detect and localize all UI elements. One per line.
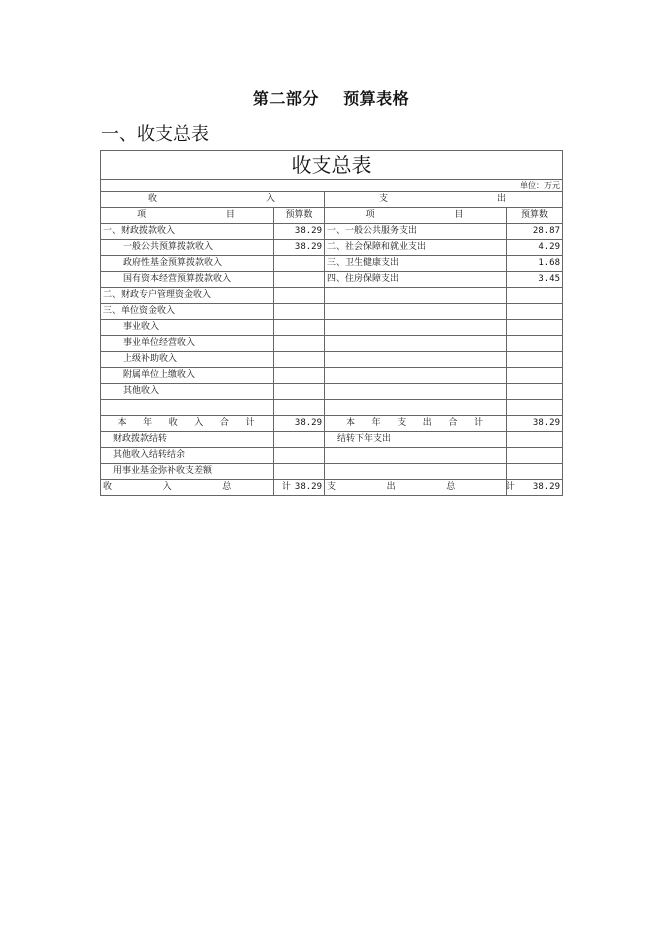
- income-item: 一般公共预算拨款收入: [101, 240, 274, 256]
- expense-value: [507, 432, 563, 448]
- expense-value: 28.87: [507, 224, 563, 240]
- expense-item: [325, 400, 507, 416]
- income-item: 国有资本经营预算拨款收入: [101, 272, 274, 288]
- income-item: 其他收入: [101, 384, 274, 400]
- table-row: [101, 448, 563, 464]
- expense-item: 四、住房保障支出: [325, 272, 507, 288]
- income-item: 其他收入结转结余: [101, 448, 274, 464]
- income-item: 上级补助收入: [101, 352, 274, 368]
- expense-item: 结转下年支出: [325, 432, 507, 448]
- expense-value: [507, 384, 563, 400]
- income-value: [274, 336, 325, 352]
- expense-item: 二、社会保障和就业支出: [325, 240, 507, 256]
- income-value: [274, 384, 325, 400]
- expense-item: [325, 368, 507, 384]
- income-item: 附属单位上缴收入: [101, 368, 274, 384]
- table-row: [101, 320, 563, 336]
- expense-value: [507, 464, 563, 480]
- expense-value: [507, 320, 563, 336]
- income-item: 一、财政拨款收入: [101, 224, 274, 240]
- income-value: [274, 304, 325, 320]
- income-item: 用事业基金弥补收支差额: [101, 464, 274, 480]
- expense-item: [325, 320, 507, 336]
- income-item: 事业单位经营收入: [101, 336, 274, 352]
- expense-item: [325, 384, 507, 400]
- table-title-row: [101, 151, 563, 180]
- year-total-row: [101, 416, 563, 432]
- expense-grand-total-label: 支 出 总 计: [325, 480, 507, 496]
- expense-value: [507, 304, 563, 320]
- table-title: 收支总表: [101, 151, 563, 180]
- part-title: 第二部分 预算表格: [252, 89, 410, 108]
- income-item: 三、单位资金收入: [101, 304, 274, 320]
- expense-value: [507, 368, 563, 384]
- table-row: [101, 464, 563, 480]
- income-year-total-label: 本 年 收 入 合 计: [101, 416, 274, 432]
- income-value: [274, 272, 325, 288]
- header-row: [101, 192, 563, 208]
- income-grand-total-value: 38.29: [274, 480, 325, 496]
- expense-item: [325, 288, 507, 304]
- expense-item: 三、卫生健康支出: [325, 256, 507, 272]
- expense-value: [507, 352, 563, 368]
- income-budget-header: 预算数: [274, 208, 325, 224]
- expense-year-total-value: 38.29: [507, 416, 563, 432]
- income-value: [274, 432, 325, 448]
- table-row: [101, 384, 563, 400]
- table-row: [101, 240, 563, 256]
- expense-item: 一、一般公共服务支出: [325, 224, 507, 240]
- income-value: [274, 448, 325, 464]
- income-item: [101, 400, 274, 416]
- income-item-header: 项 目: [101, 208, 274, 224]
- income-value: [274, 288, 325, 304]
- expense-item-header: 项 目: [325, 208, 507, 224]
- table-row: [101, 304, 563, 320]
- income-item: 财政拨款结转: [101, 432, 274, 448]
- expense-item: [325, 352, 507, 368]
- expense-value: 1.68: [507, 256, 563, 272]
- income-value: [274, 464, 325, 480]
- income-value: 38.29: [274, 240, 325, 256]
- expense-value: [507, 448, 563, 464]
- budget-summary-table: [100, 150, 563, 496]
- income-value: 38.29: [274, 224, 325, 240]
- income-value: [274, 352, 325, 368]
- table-row: [101, 432, 563, 448]
- unit-row: [101, 180, 563, 192]
- income-item: 政府性基金预算拨款收入: [101, 256, 274, 272]
- column-header-row: [101, 208, 563, 224]
- expense-budget-header: 预算数: [507, 208, 563, 224]
- table-row: [101, 256, 563, 272]
- income-year-total-value: 38.29: [274, 416, 325, 432]
- expense-item: [325, 336, 507, 352]
- table-row: [101, 352, 563, 368]
- expense-item: [325, 448, 507, 464]
- expense-value: 4.29: [507, 240, 563, 256]
- expense-value: 3.45: [507, 272, 563, 288]
- income-value: [274, 400, 325, 416]
- income-item: 事业收入: [101, 320, 274, 336]
- income-grand-total-label: 收 入 总 计: [101, 480, 274, 496]
- income-value: [274, 256, 325, 272]
- unit-label: 单位：万元: [101, 180, 563, 192]
- expense-header: 支 出: [325, 192, 563, 208]
- expense-grand-total-value: 38.29: [507, 480, 563, 496]
- expense-year-total-label: 本 年 支 出 合 计: [325, 416, 507, 432]
- table-row: [101, 336, 563, 352]
- expense-item: [325, 304, 507, 320]
- income-item: 二、财政专户管理资金收入: [101, 288, 274, 304]
- table-row: [101, 400, 563, 416]
- section-title: 一、收支总表: [101, 124, 209, 145]
- table-row: [101, 288, 563, 304]
- expense-item: [325, 464, 507, 480]
- expense-value: [507, 400, 563, 416]
- table-row: [101, 368, 563, 384]
- expense-value: [507, 288, 563, 304]
- table-row: [101, 224, 563, 240]
- grand-total-row: [101, 480, 563, 496]
- income-value: [274, 320, 325, 336]
- income-value: [274, 368, 325, 384]
- income-header: 收 入: [101, 192, 325, 208]
- expense-value: [507, 336, 563, 352]
- table-row: [101, 272, 563, 288]
